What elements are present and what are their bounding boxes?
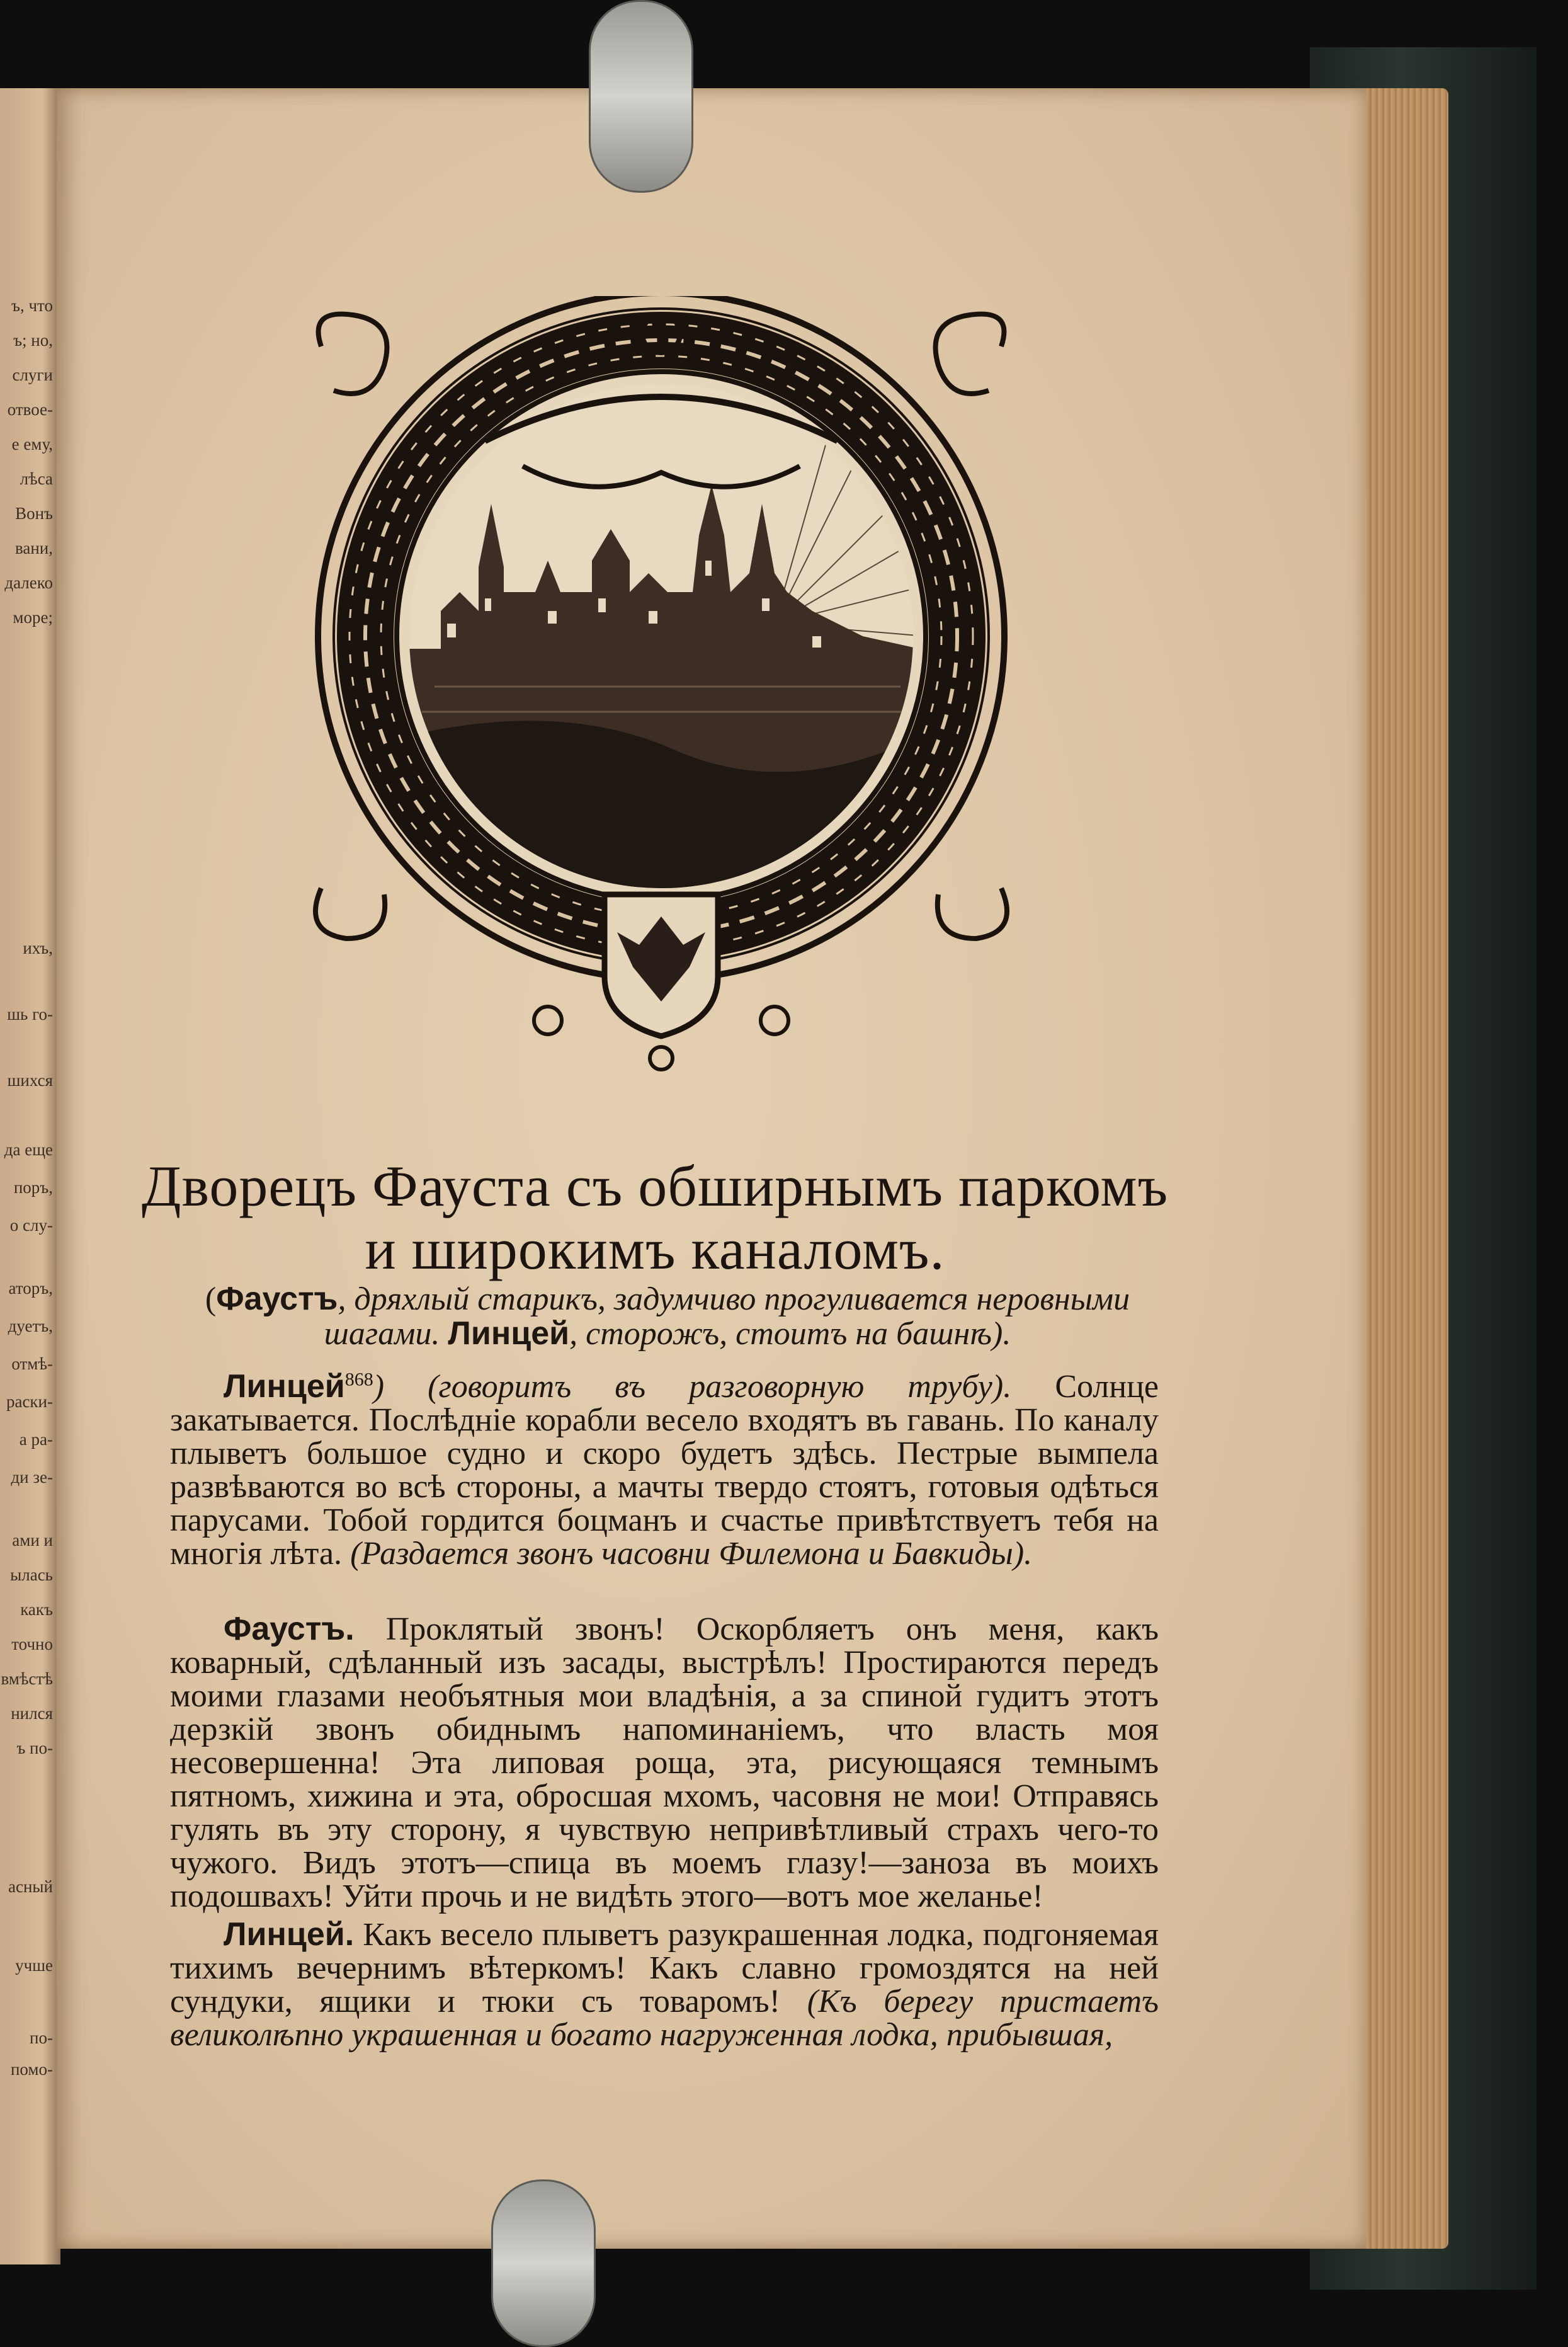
dialogue-text: Солнце закатывается. Послѣднiе корабли весело входятъ въ гавань. По каналу плыветъ большое судно и скоро будетъ здѣсь. Пестрые вымпела развѣваются во всѣ стороны, а мачты твердо стоятъ, готовыя одѣться парусами. Тобой гордится боцманъ и счастье привѣтствуетъ тебя на многiя лѣта. <box>170 1369 1159 1572</box>
footnote-number: 868 <box>344 1369 373 1390</box>
speaker-faust: Фаустъ <box>216 1281 338 1317</box>
left-page-fragment: помо- <box>10 2060 53 2079</box>
left-page-fragment: лѣса <box>20 469 53 488</box>
left-page-fragment: Вонъ <box>15 504 53 523</box>
stage-direction-inline: ) (говоритъ въ разговорную трубу). <box>373 1369 1012 1405</box>
left-page-fragment: море; <box>13 608 53 627</box>
left-page-fragment: далеко <box>4 573 53 592</box>
stage-direction-text-1: , дряхлый старикъ, задумчиво прогуливается неровными шагами. <box>324 1281 1130 1352</box>
speaker-name: Линцей. <box>224 1916 355 1953</box>
left-page-fragment: вани, <box>14 539 53 557</box>
left-page-fragment: о слу- <box>9 1216 53 1235</box>
left-page-fragment: нился <box>11 1704 53 1723</box>
stage-direction-open: ( <box>205 1281 217 1317</box>
left-page-fragment: дуетъ, <box>8 1316 53 1335</box>
left-page-fragment: ди зе- <box>11 1468 53 1487</box>
dialogue-paragraph <box>170 1613 1159 1913</box>
speaker-name: Фаустъ. <box>224 1611 355 1647</box>
left-page-fragment: по- <box>30 2028 53 2047</box>
left-page-fragment: асный <box>8 1877 53 1896</box>
left-page-fragment: ъ, что <box>11 296 53 315</box>
left-page-fragment: вмѣстѣ <box>1 1669 53 1688</box>
dialogue-paragraph <box>170 1918 1159 2052</box>
stage-direction <box>176 1282 1159 1351</box>
left-page-fragment: ихъ, <box>23 939 53 957</box>
dialogue-text: Проклятый звонъ! Оскорбляетъ онъ меня, какъ коварный, сдѣланный изъ засады, выстрѣлъ! Простираются передъ моими глазами необъятныя мои владѣнiя, а за спиной гудитъ этотъ дерзкiй звонъ обиднымъ напоминанiемъ, что власть моя несовершенна! Эта липовая роща, эта, рисующаяся темнымъ пятномъ, хижина и эта, обросшая мхомъ, часовня не мои! Отправясь гулять въ эту сторону, я чувствую непривѣтливый страхъ чего-то чужого. Видъ этотъ—спица въ моемъ глазу!—заноза въ моихъ подошвахъ! Уйти прочь и не видѣть этого—вотъ мое желанье! <box>170 1611 1159 1914</box>
stage-direction-inline: (Къ берегу пристаетъ великолѣпно украшенная и богато нагруженная лодка, прибывшая, <box>170 1984 1159 2053</box>
left-page-fragment: какъ <box>20 1600 53 1619</box>
left-page-fragment: отмѣ- <box>11 1354 53 1373</box>
page-clip-bottom <box>491 2179 596 2347</box>
dialogue-paragraph <box>170 1370 1159 1570</box>
left-page-fragment: шь го- <box>7 1005 53 1024</box>
left-page-fragment: шихся <box>7 1071 53 1090</box>
speaker-lynceus: Линцей <box>448 1315 570 1352</box>
scene-heading-line-1: Дворецъ Фауста съ обширнымъ паркомъ <box>141 1154 1169 1218</box>
left-page-fragment: раски- <box>6 1392 53 1411</box>
left-page-fragment: а ра- <box>19 1430 53 1449</box>
left-page-edge <box>0 88 60 2264</box>
dialogue-text: Какъ весело плыветъ разукрашенная лодка, подгоняемая тихимъ вечернимъ вѣтеркомъ! Какъ славно громоздятся на ней сундуки, ящики и тюки съ товаромъ! <box>170 1917 1159 2019</box>
left-page-fragment: точно <box>11 1635 53 1653</box>
left-page-fragment: поръ, <box>13 1178 53 1197</box>
page-clip-top <box>589 0 693 193</box>
stage-direction-inline: (Раздается звонъ часовни Филемона и Бавкиды). <box>350 1536 1033 1572</box>
left-page-fragment: ъ; но, <box>13 331 53 350</box>
scene-heading-line-2: и широкимъ каналомъ. <box>365 1217 945 1281</box>
left-page-fragment: слуги <box>12 365 53 384</box>
speaker-name: Линцей <box>224 1368 345 1405</box>
page-block-edge <box>1354 88 1448 2249</box>
left-page-fragment: учше <box>15 1956 53 1975</box>
town-medallion-engraving <box>296 296 1026 1077</box>
left-page-fragment: да еще <box>4 1140 53 1159</box>
left-page-fragment: аторъ, <box>8 1279 53 1298</box>
left-page-fragment: ылась <box>10 1565 53 1584</box>
left-page-fragment: е ему, <box>11 435 53 454</box>
left-page-fragment: ами и <box>12 1531 53 1550</box>
left-page-fragment: ъ по- <box>16 1739 53 1757</box>
left-page-fragment: отвое- <box>7 400 53 419</box>
stage-direction-text-2: , сторожъ, стоитъ на башнѣ). <box>569 1316 1011 1352</box>
